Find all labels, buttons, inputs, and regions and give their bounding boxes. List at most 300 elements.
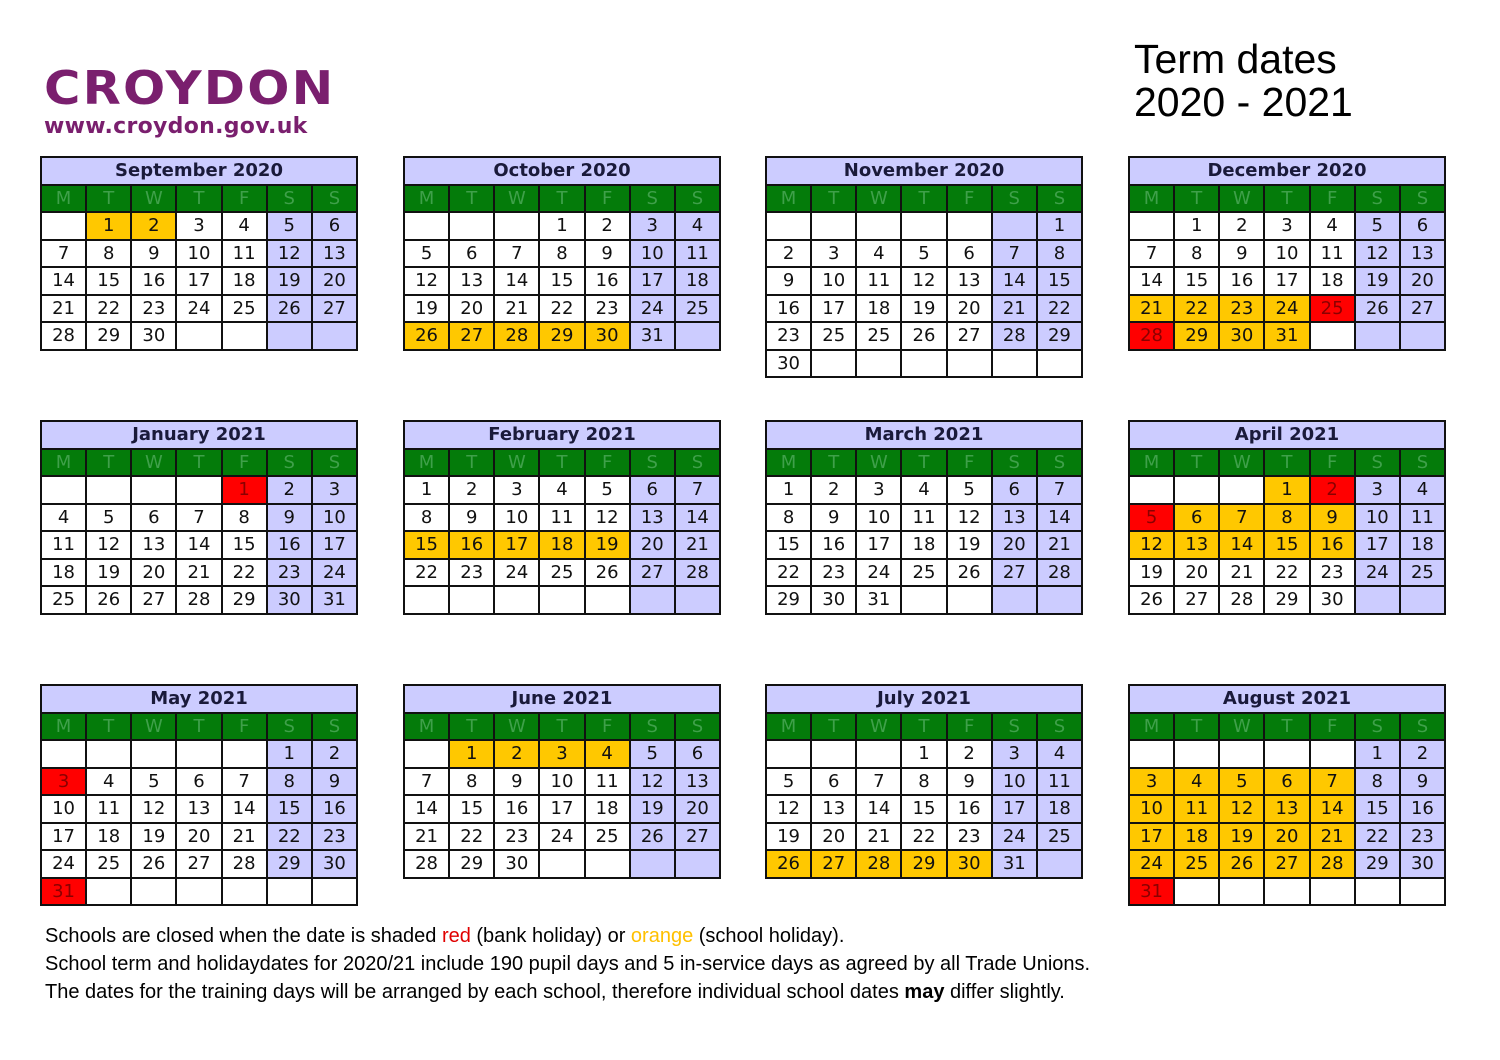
weekday-header: T xyxy=(449,449,494,477)
weekday-header: S xyxy=(267,449,312,477)
day-cell: 25 xyxy=(1174,850,1219,878)
day-cell: 13 xyxy=(131,531,176,559)
day-cell xyxy=(856,212,901,240)
day-cell: 24 xyxy=(494,559,539,587)
logo-url: www.croydon.gov.uk xyxy=(44,114,308,139)
day-cell: 27 xyxy=(992,559,1037,587)
weekday-header: T xyxy=(811,185,856,213)
day-cell: 11 xyxy=(1174,795,1219,823)
weekday-header: W xyxy=(494,449,539,477)
day-cell: 12 xyxy=(901,267,946,295)
day-cell xyxy=(86,740,131,768)
day-cell xyxy=(41,740,86,768)
day-cell: 15 xyxy=(267,795,312,823)
day-cell: 22 xyxy=(86,295,131,323)
day-cell xyxy=(1264,740,1309,768)
day-cell: 20 xyxy=(675,795,720,823)
month-title: September 2020 xyxy=(41,157,357,185)
day-cell: 22 xyxy=(222,559,267,587)
weekday-header: S xyxy=(267,713,312,741)
day-cell: 28 xyxy=(1310,850,1355,878)
day-cell: 6 xyxy=(1264,768,1309,796)
day-cell xyxy=(1355,586,1400,614)
day-cell: 24 xyxy=(992,823,1037,851)
day-cell: 22 xyxy=(404,559,449,587)
day-cell: 27 xyxy=(1400,295,1445,323)
day-cell: 26 xyxy=(86,586,131,614)
day-cell: 14 xyxy=(992,267,1037,295)
day-cell: 24 xyxy=(856,559,901,587)
day-cell: 7 xyxy=(41,240,86,268)
day-cell xyxy=(675,586,720,614)
day-cell: 24 xyxy=(1129,850,1174,878)
day-cell xyxy=(449,212,494,240)
day-cell: 10 xyxy=(992,768,1037,796)
note-line-3 xyxy=(45,978,1090,1006)
day-cell: 6 xyxy=(992,476,1037,504)
day-cell: 8 xyxy=(1355,768,1400,796)
day-cell: 19 xyxy=(585,531,630,559)
day-cell: 27 xyxy=(131,586,176,614)
weekday-header: T xyxy=(176,449,221,477)
weekday-header: T xyxy=(539,713,584,741)
day-cell: 31 xyxy=(630,322,675,350)
day-cell: 29 xyxy=(1037,322,1082,350)
day-cell: 9 xyxy=(449,504,494,532)
day-cell: 23 xyxy=(1310,559,1355,587)
day-cell: 22 xyxy=(1355,823,1400,851)
day-cell: 26 xyxy=(404,322,449,350)
day-cell: 2 xyxy=(585,212,630,240)
day-cell: 3 xyxy=(1129,768,1174,796)
day-cell xyxy=(630,850,675,878)
day-cell: 1 xyxy=(1174,212,1219,240)
day-cell: 8 xyxy=(222,504,267,532)
day-cell: 7 xyxy=(1037,476,1082,504)
day-cell: 11 xyxy=(86,795,131,823)
day-cell: 10 xyxy=(1264,240,1309,268)
weekday-header: S xyxy=(1400,185,1445,213)
month-calendar xyxy=(40,420,358,615)
day-cell: 20 xyxy=(811,823,856,851)
day-cell xyxy=(267,878,312,906)
day-cell: 3 xyxy=(811,240,856,268)
day-cell: 2 xyxy=(1219,212,1264,240)
day-cell: 31 xyxy=(1129,878,1174,906)
day-cell: 23 xyxy=(494,823,539,851)
day-cell xyxy=(1310,740,1355,768)
day-cell: 10 xyxy=(1355,504,1400,532)
day-cell: 6 xyxy=(947,240,992,268)
day-cell: 10 xyxy=(176,240,221,268)
weekday-header: T xyxy=(1174,713,1219,741)
day-cell xyxy=(176,878,221,906)
day-cell: 6 xyxy=(312,212,357,240)
month-calendar xyxy=(403,156,721,351)
day-cell xyxy=(585,586,630,614)
day-cell: 26 xyxy=(131,850,176,878)
day-cell: 2 xyxy=(449,476,494,504)
day-cell: 12 xyxy=(630,768,675,796)
day-cell: 29 xyxy=(1355,850,1400,878)
day-cell xyxy=(222,740,267,768)
day-cell: 18 xyxy=(1174,823,1219,851)
day-cell: 26 xyxy=(901,322,946,350)
day-cell: 19 xyxy=(1219,823,1264,851)
day-cell: 1 xyxy=(539,212,584,240)
day-cell: 30 xyxy=(1219,322,1264,350)
day-cell: 1 xyxy=(1355,740,1400,768)
day-cell: 13 xyxy=(312,240,357,268)
day-cell: 11 xyxy=(856,267,901,295)
day-cell: 11 xyxy=(222,240,267,268)
day-cell: 13 xyxy=(449,267,494,295)
day-cell: 25 xyxy=(856,322,901,350)
day-cell: 11 xyxy=(1400,504,1445,532)
day-cell: 5 xyxy=(630,740,675,768)
day-cell: 2 xyxy=(766,240,811,268)
weekday-header: F xyxy=(947,449,992,477)
day-cell xyxy=(312,322,357,350)
day-cell xyxy=(947,586,992,614)
weekday-header: F xyxy=(1310,185,1355,213)
day-cell xyxy=(1400,878,1445,906)
weekday-header: S xyxy=(1355,185,1400,213)
day-cell: 8 xyxy=(901,768,946,796)
day-cell xyxy=(176,322,221,350)
day-cell: 12 xyxy=(766,795,811,823)
day-cell: 19 xyxy=(86,559,131,587)
day-cell: 23 xyxy=(585,295,630,323)
day-cell xyxy=(41,212,86,240)
weekday-header: M xyxy=(1129,713,1174,741)
weekday-header: F xyxy=(222,185,267,213)
day-cell: 30 xyxy=(267,586,312,614)
day-cell: 12 xyxy=(585,504,630,532)
day-cell: 6 xyxy=(811,768,856,796)
weekday-header: T xyxy=(539,449,584,477)
day-cell: 8 xyxy=(1264,504,1309,532)
day-cell: 27 xyxy=(947,322,992,350)
day-cell: 25 xyxy=(539,559,584,587)
day-cell xyxy=(86,476,131,504)
month-title: June 2021 xyxy=(404,685,720,713)
day-cell: 14 xyxy=(856,795,901,823)
day-cell: 3 xyxy=(494,476,539,504)
day-cell: 16 xyxy=(1219,267,1264,295)
day-cell xyxy=(404,740,449,768)
day-cell: 17 xyxy=(811,295,856,323)
weekday-header: F xyxy=(1310,449,1355,477)
day-cell xyxy=(131,476,176,504)
day-cell xyxy=(1174,740,1219,768)
day-cell: 29 xyxy=(1174,322,1219,350)
weekday-header: M xyxy=(766,449,811,477)
day-cell: 10 xyxy=(41,795,86,823)
day-cell: 17 xyxy=(41,823,86,851)
weekday-header: S xyxy=(1400,449,1445,477)
day-cell: 6 xyxy=(675,740,720,768)
day-cell: 14 xyxy=(675,504,720,532)
day-cell xyxy=(176,740,221,768)
weekday-header: T xyxy=(901,185,946,213)
day-cell: 4 xyxy=(1310,212,1355,240)
day-cell xyxy=(811,212,856,240)
day-cell xyxy=(1174,476,1219,504)
day-cell: 5 xyxy=(901,240,946,268)
day-cell xyxy=(1129,212,1174,240)
day-cell: 28 xyxy=(1129,322,1174,350)
day-cell: 17 xyxy=(1355,531,1400,559)
day-cell: 17 xyxy=(539,795,584,823)
day-cell: 24 xyxy=(312,559,357,587)
day-cell: 23 xyxy=(267,559,312,587)
month-calendar xyxy=(1128,420,1446,615)
day-cell: 2 xyxy=(131,212,176,240)
day-cell: 30 xyxy=(494,850,539,878)
weekday-header: S xyxy=(1037,185,1082,213)
day-cell: 18 xyxy=(585,795,630,823)
day-cell: 29 xyxy=(267,850,312,878)
day-cell: 28 xyxy=(41,322,86,350)
day-cell xyxy=(947,350,992,378)
day-cell: 8 xyxy=(539,240,584,268)
day-cell: 10 xyxy=(539,768,584,796)
day-cell: 21 xyxy=(856,823,901,851)
day-cell: 13 xyxy=(675,768,720,796)
day-cell: 10 xyxy=(811,267,856,295)
title-line-1: Term dates xyxy=(1134,36,1337,82)
day-cell xyxy=(267,322,312,350)
weekday-header: W xyxy=(131,449,176,477)
day-cell: 20 xyxy=(992,531,1037,559)
day-cell: 15 xyxy=(1355,795,1400,823)
day-cell xyxy=(222,878,267,906)
day-cell xyxy=(86,878,131,906)
day-cell: 4 xyxy=(1400,476,1445,504)
weekday-header: T xyxy=(811,449,856,477)
day-cell xyxy=(766,212,811,240)
day-cell: 16 xyxy=(1400,795,1445,823)
day-cell: 16 xyxy=(131,267,176,295)
month-title: August 2021 xyxy=(1129,685,1445,713)
weekday-header: F xyxy=(222,449,267,477)
day-cell: 21 xyxy=(494,295,539,323)
day-cell: 11 xyxy=(41,531,86,559)
day-cell: 25 xyxy=(1037,823,1082,851)
day-cell: 25 xyxy=(675,295,720,323)
weekday-header: W xyxy=(131,185,176,213)
day-cell xyxy=(449,586,494,614)
day-cell: 28 xyxy=(494,322,539,350)
day-cell: 22 xyxy=(1174,295,1219,323)
day-cell xyxy=(901,350,946,378)
day-cell: 1 xyxy=(1037,212,1082,240)
note-text: (school holiday). xyxy=(693,925,845,947)
weekday-header: M xyxy=(404,185,449,213)
day-cell: 16 xyxy=(449,531,494,559)
note-emphasis: may xyxy=(904,981,945,1003)
month-title: November 2020 xyxy=(766,157,1082,185)
day-cell: 18 xyxy=(222,267,267,295)
day-cell xyxy=(675,850,720,878)
day-cell: 7 xyxy=(222,768,267,796)
month-title: January 2021 xyxy=(41,421,357,449)
day-cell xyxy=(494,212,539,240)
day-cell: 14 xyxy=(494,267,539,295)
weekday-header: T xyxy=(449,713,494,741)
day-cell: 1 xyxy=(1264,476,1309,504)
day-cell: 23 xyxy=(766,322,811,350)
day-cell: 7 xyxy=(1129,240,1174,268)
day-cell xyxy=(131,878,176,906)
note-text: Schools are closed when the date is shaded xyxy=(45,925,442,947)
day-cell: 12 xyxy=(1129,531,1174,559)
day-cell: 14 xyxy=(1219,531,1264,559)
day-cell: 16 xyxy=(947,795,992,823)
day-cell: 18 xyxy=(675,267,720,295)
day-cell: 26 xyxy=(585,559,630,587)
weekday-header: M xyxy=(1129,449,1174,477)
day-cell: 15 xyxy=(539,267,584,295)
day-cell xyxy=(131,740,176,768)
weekday-header: S xyxy=(675,713,720,741)
day-cell: 5 xyxy=(404,240,449,268)
day-cell: 20 xyxy=(1174,559,1219,587)
day-cell xyxy=(992,586,1037,614)
day-cell: 24 xyxy=(41,850,86,878)
day-cell: 27 xyxy=(1174,586,1219,614)
day-cell xyxy=(1264,878,1309,906)
weekday-header: S xyxy=(992,713,1037,741)
day-cell: 29 xyxy=(222,586,267,614)
day-cell: 21 xyxy=(675,531,720,559)
weekday-header: M xyxy=(41,185,86,213)
day-cell: 8 xyxy=(1174,240,1219,268)
day-cell: 22 xyxy=(1037,295,1082,323)
day-cell: 24 xyxy=(1264,295,1309,323)
day-cell: 21 xyxy=(992,295,1037,323)
day-cell xyxy=(1219,740,1264,768)
day-cell: 25 xyxy=(1400,559,1445,587)
day-cell: 9 xyxy=(267,504,312,532)
weekday-header: T xyxy=(1264,713,1309,741)
day-cell xyxy=(1219,878,1264,906)
weekday-header: M xyxy=(41,713,86,741)
day-cell: 21 xyxy=(1037,531,1082,559)
day-cell: 17 xyxy=(630,267,675,295)
weekday-header: S xyxy=(1355,449,1400,477)
day-cell: 10 xyxy=(312,504,357,532)
day-cell: 28 xyxy=(1219,586,1264,614)
day-cell: 15 xyxy=(901,795,946,823)
day-cell xyxy=(811,740,856,768)
day-cell: 21 xyxy=(222,823,267,851)
day-cell: 19 xyxy=(1129,559,1174,587)
day-cell: 4 xyxy=(86,768,131,796)
day-cell xyxy=(1219,476,1264,504)
day-cell: 11 xyxy=(675,240,720,268)
day-cell: 7 xyxy=(404,768,449,796)
day-cell: 16 xyxy=(267,531,312,559)
day-cell: 4 xyxy=(41,504,86,532)
day-cell: 1 xyxy=(901,740,946,768)
day-cell: 20 xyxy=(947,295,992,323)
month-calendar xyxy=(765,156,1083,378)
day-cell: 14 xyxy=(176,531,221,559)
day-cell: 14 xyxy=(41,267,86,295)
day-cell: 20 xyxy=(449,295,494,323)
day-cell: 2 xyxy=(267,476,312,504)
weekday-header: T xyxy=(1174,185,1219,213)
day-cell: 5 xyxy=(1129,504,1174,532)
day-cell: 6 xyxy=(176,768,221,796)
day-cell: 9 xyxy=(1400,768,1445,796)
day-cell: 10 xyxy=(1129,795,1174,823)
day-cell: 25 xyxy=(222,295,267,323)
day-cell: 26 xyxy=(947,559,992,587)
day-cell: 24 xyxy=(630,295,675,323)
day-cell: 19 xyxy=(630,795,675,823)
day-cell xyxy=(1129,740,1174,768)
day-cell: 23 xyxy=(811,559,856,587)
weekday-header: S xyxy=(1355,713,1400,741)
month-title: April 2021 xyxy=(1129,421,1445,449)
day-cell: 21 xyxy=(404,823,449,851)
day-cell: 13 xyxy=(811,795,856,823)
note-text: (bank holiday) or xyxy=(470,925,631,947)
day-cell: 20 xyxy=(176,823,221,851)
day-cell: 17 xyxy=(1129,823,1174,851)
day-cell: 22 xyxy=(267,823,312,851)
day-cell: 23 xyxy=(1219,295,1264,323)
day-cell: 27 xyxy=(176,850,221,878)
day-cell xyxy=(404,212,449,240)
day-cell: 27 xyxy=(312,295,357,323)
day-cell: 2 xyxy=(1310,476,1355,504)
day-cell: 25 xyxy=(811,322,856,350)
day-cell: 5 xyxy=(1355,212,1400,240)
day-cell: 14 xyxy=(404,795,449,823)
weekday-header: F xyxy=(947,185,992,213)
day-cell: 6 xyxy=(1174,504,1219,532)
legend-orange: orange xyxy=(630,925,694,947)
weekday-header: W xyxy=(131,713,176,741)
weekday-header: T xyxy=(1174,449,1219,477)
day-cell xyxy=(901,212,946,240)
day-cell: 3 xyxy=(856,476,901,504)
weekday-header: W xyxy=(494,185,539,213)
day-cell: 6 xyxy=(630,476,675,504)
month-calendar xyxy=(765,684,1083,879)
day-cell: 5 xyxy=(267,212,312,240)
day-cell: 18 xyxy=(86,823,131,851)
day-cell xyxy=(404,586,449,614)
day-cell: 29 xyxy=(449,850,494,878)
month-title: December 2020 xyxy=(1129,157,1445,185)
weekday-header: S xyxy=(630,185,675,213)
day-cell: 7 xyxy=(176,504,221,532)
day-cell: 25 xyxy=(901,559,946,587)
day-cell: 8 xyxy=(86,240,131,268)
day-cell: 5 xyxy=(947,476,992,504)
day-cell: 14 xyxy=(1129,267,1174,295)
weekday-header: S xyxy=(992,185,1037,213)
day-cell: 22 xyxy=(539,295,584,323)
day-cell: 3 xyxy=(992,740,1037,768)
weekday-header: T xyxy=(176,713,221,741)
day-cell: 20 xyxy=(1400,267,1445,295)
